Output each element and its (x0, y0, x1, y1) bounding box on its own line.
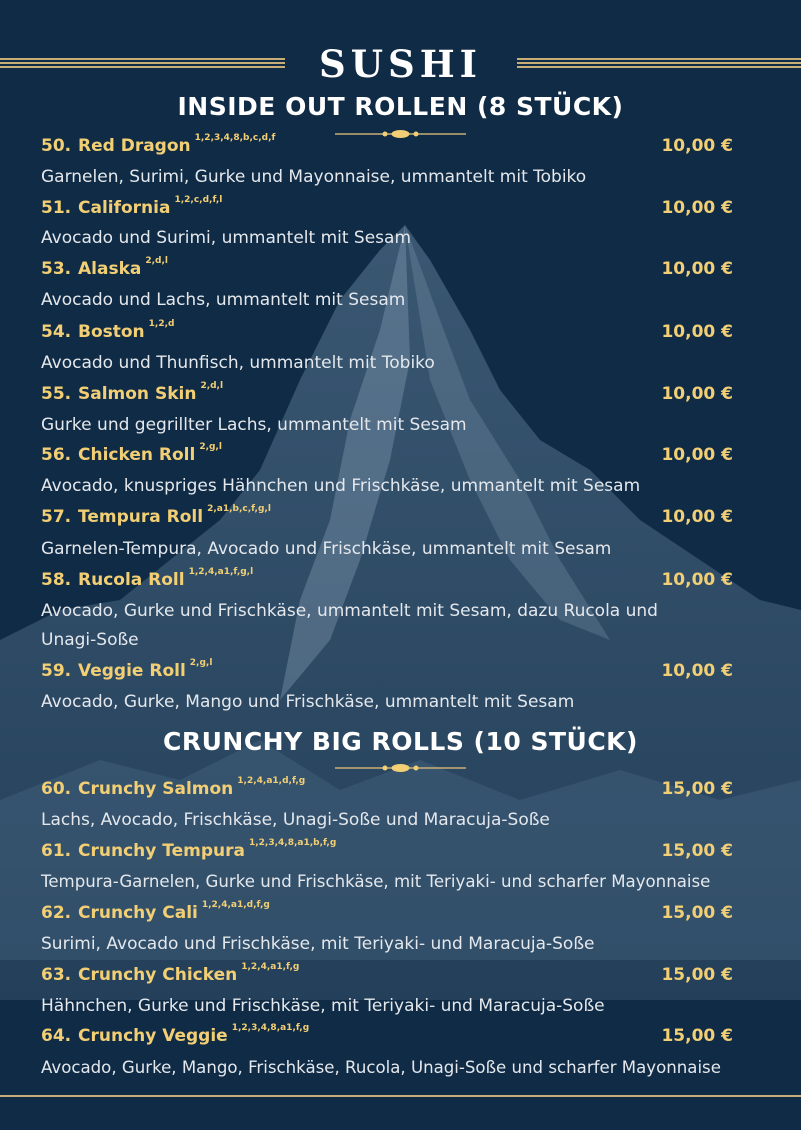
menu-item-name: 58. Rucola Roll $^{1,2,4,a1,f,g,l}$ (41, 567, 254, 590)
menu-item-price: 15,00 € (661, 1026, 733, 1046)
menu-item-name: 60. Crunchy Salmon $^{1,2,4,a1,d,f,g}$ (41, 776, 306, 799)
menu-item-price: 10,00 € (661, 259, 733, 279)
menu-item-name: 53. Alaska $^{2,d,l}$ (41, 256, 168, 279)
menu-item-description: Garnelen, Surimi, Gurke und Mayonnaise, ummantelt mit Tobiko (41, 167, 587, 187)
ornament-divider-icon (335, 762, 466, 774)
menu-item-price: 10,00 € (661, 507, 733, 527)
menu-item-name: 57. Tempura Roll $^{2,a1,b,c,f,g,l}$ (41, 504, 271, 527)
menu-item-name: 55. Salmon Skin $^{2,d,l}$ (41, 381, 224, 404)
menu-item-description: Surimi, Avocado und Frischkäse, mit Teriyaki- und Maracuja-Soße (41, 934, 595, 954)
menu-item-price: 10,00 € (661, 384, 733, 404)
menu-item-price: 15,00 € (661, 779, 733, 799)
menu-item-description: Avocado, Gurke, Mango, Frischkäse, Rucola, Unagi-Soße und scharfer Mayonnaise (41, 1058, 721, 1077)
menu-item-description: Garnelen-Tempura, Avocado und Frischkäse, ummantelt mit Sesam (41, 539, 612, 559)
menu-item-price: 15,00 € (661, 965, 733, 985)
menu-item-name: 63. Crunchy Chicken $^{1,2,4,a1,f,g}$ (41, 962, 300, 985)
menu-item-description: Avocado, knuspriges Hähnchen und Frischkäse, ummantelt mit Sesam (41, 476, 641, 496)
menu-item-name: 64. Crunchy Veggie $^{1,2,3,4,8,a1,f,g}$ (41, 1023, 310, 1046)
ornament-divider-icon (335, 128, 466, 140)
page-title: SUSHI (319, 42, 482, 86)
menu-item-description: Tempura-Garnelen, Gurke und Frischkäse, mit Teriyaki- und scharfer Mayonnaise (41, 872, 711, 891)
menu-item-description: Avocado und Lachs, ummantelt mit Sesam (41, 290, 406, 310)
menu-item-description: Avocado und Thunfisch, ummantelt mit Tobiko (41, 353, 435, 373)
menu-item-price: 15,00 € (661, 903, 733, 923)
menu-item-name: 50. Red Dragon $^{1,2,3,4,8,b,c,d,f}$ (41, 133, 276, 156)
menu-item-name: 56. Chicken Roll $^{2,g,l}$ (41, 442, 222, 465)
menu-item-name: 51. California $^{1,2,c,d,f,l}$ (41, 195, 223, 218)
menu-item-description: Avocado, Gurke und Frischkäse, ummantelt mit Sesam, dazu Rucola und (41, 601, 658, 621)
menu-item-price: 10,00 € (661, 570, 733, 590)
menu-item-price: 10,00 € (661, 322, 733, 342)
menu-item-description: Avocado und Surimi, ummantelt mit Sesam (41, 228, 412, 248)
menu-item-price: 10,00 € (661, 136, 733, 156)
menu-item-price: 10,00 € (661, 198, 733, 218)
menu-item-price: 10,00 € (661, 661, 733, 681)
footer-divider-line (0, 1095, 801, 1097)
menu-item-name: 61. Crunchy Tempura $^{1,2,3,4,8,a1,b,f,g}$ (41, 838, 337, 861)
menu-item-name: 54. Boston $^{1,2,d}$ (41, 319, 175, 342)
menu-item-description: Gurke und gegrillter Lachs, ummantelt mit Sesam (41, 415, 467, 435)
menu-item-description-continued: Unagi-Soße (41, 630, 139, 650)
menu-item-price: 15,00 € (661, 841, 733, 861)
section-heading-inside-out: INSIDE OUT ROLLEN (8 STÜCK) (177, 92, 624, 121)
menu-item-name: 59. Veggie Roll $^{2,g,l}$ (41, 658, 213, 681)
menu-item-description: Hähnchen, Gurke und Frischkäse, mit Teriyaki- und Maracuja-Soße (41, 996, 605, 1016)
menu-item-price: 10,00 € (661, 445, 733, 465)
section-heading-crunchy-big-rolls: CRUNCHY BIG ROLLS (10 STÜCK) (163, 727, 638, 756)
menu-item-description: Lachs, Avocado, Frischkäse, Unagi-Soße und Maracuja-Soße (41, 810, 550, 830)
menu-item-description: Avocado, Gurke, Mango und Frischkäse, ummantelt mit Sesam (41, 692, 575, 712)
menu-item-name: 62. Crunchy Cali $^{1,2,4,a1,d,f,g}$ (41, 900, 270, 923)
